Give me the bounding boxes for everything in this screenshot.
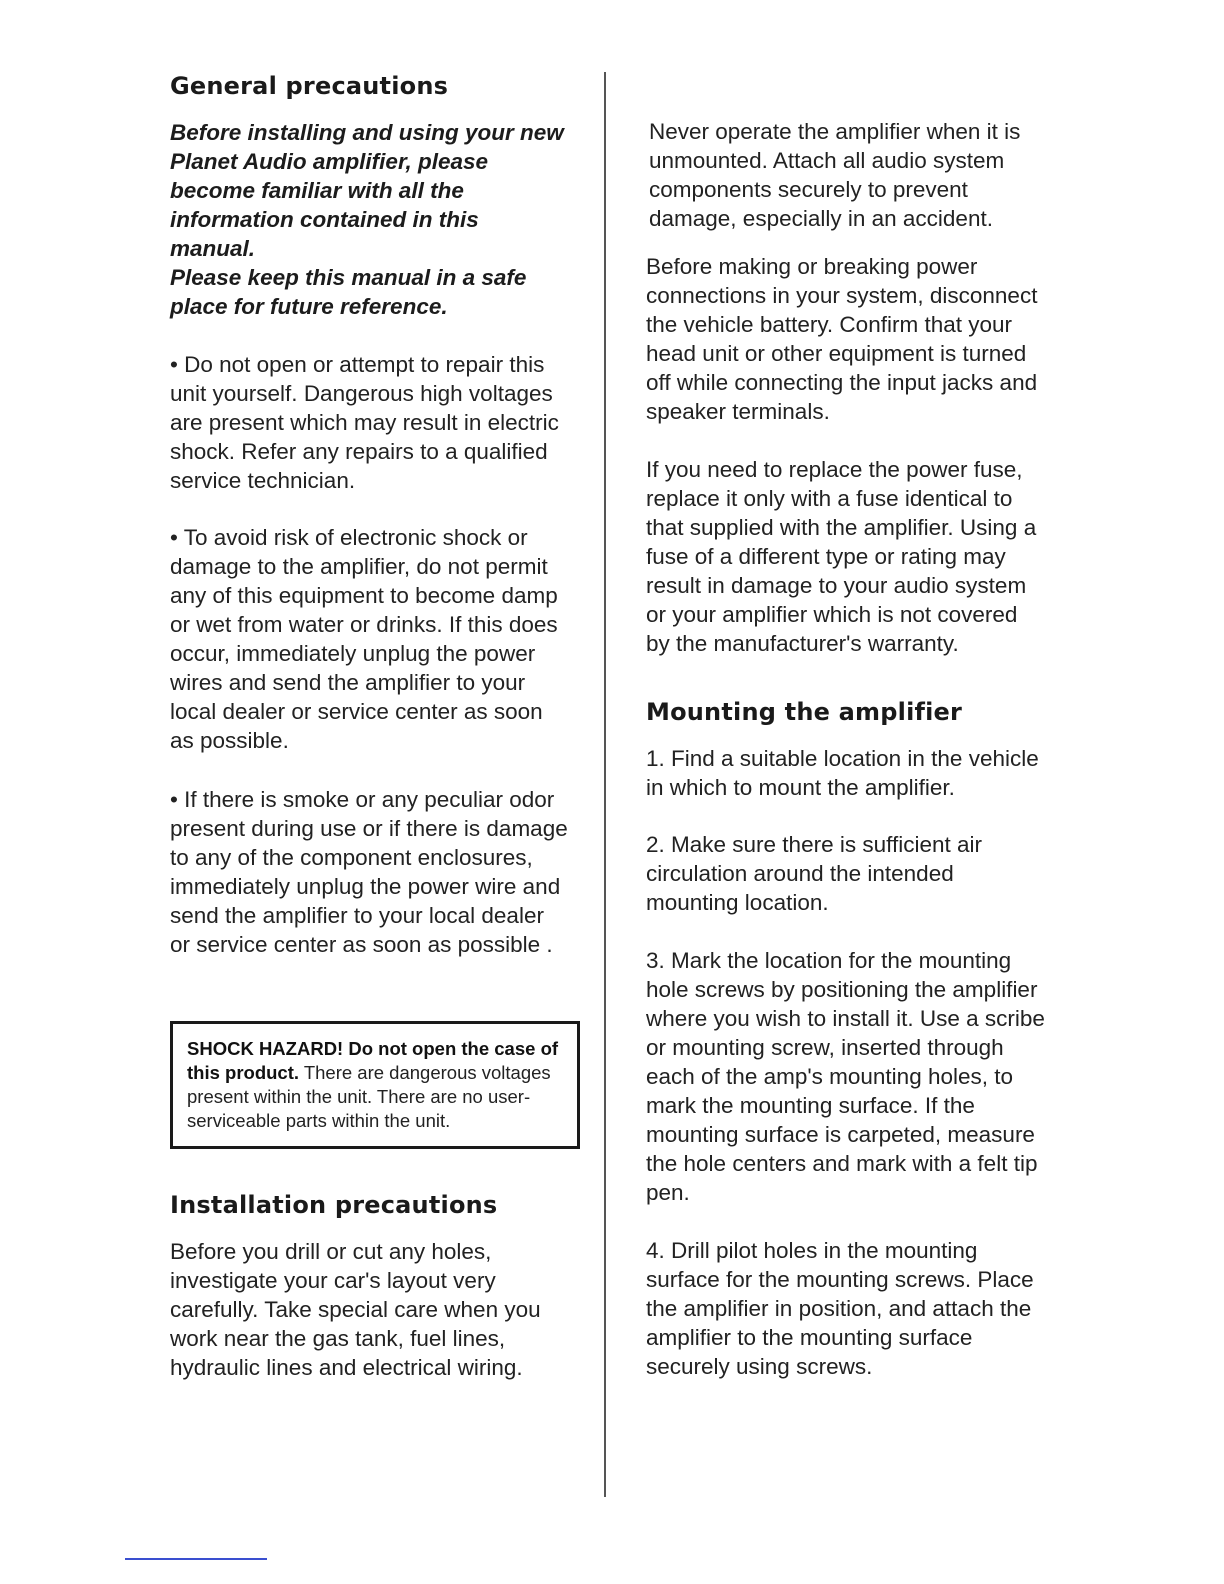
never-operate-unmounted: Never operate the amplifier when it is unmounted. Attach all audio system components securely to prevent damage, especially in an accident.: [649, 119, 1021, 231]
footer-link-underline: [125, 1558, 267, 1560]
intro-paragraph: Before installing and using your new Planet Audio amplifier, please become familiar with all the information contained in this manual.: [170, 120, 564, 261]
keep-manual-note: Please keep this manual in a safe place for future reference.: [170, 265, 527, 319]
mounting-amplifier-heading: Mounting the amplifier: [646, 698, 963, 726]
installation-text: Before you drill or cut any holes, investigate your car's layout very carefully. Take special care when you work near the gas tank, fuel lines, hydraulic lines and electrical wiring.: [170, 1239, 541, 1380]
bullet-do-not-open: • Do not open or attempt to repair this unit yourself. Dangerous high voltages are present which may result in electric shock. Refer any repairs to a qualified service technician.: [170, 352, 559, 493]
mounting-step-4: 4. Drill pilot holes in the mounting surface for the mounting screws. Place the amplifier in position, and attach the amplifier to the mounting surface securely using screws.: [646, 1238, 1034, 1379]
hazard-warning-text: There are dangerous voltages present within the unit. There are no user-serviceable parts within the unit.: [187, 1062, 551, 1131]
shock-hazard-box: [170, 1021, 580, 1149]
power-connections-note: Before making or breaking power connections in your system, disconnect the vehicle battery. Confirm that your head unit or other equipment is turned off while connecting the input jacks and speaker terminals.: [646, 254, 1038, 424]
installation-precautions-heading: Installation precautions: [170, 1191, 498, 1219]
mounting-step-2: 2. Make sure there is sufficient air circulation around the intended mounting location.: [646, 832, 982, 915]
bullet-avoid-shock: • To avoid risk of electronic shock or damage to the amplifier, do not permit any of this equipment to become damp or wet from water or drinks. If this does occur, immediately unplug the power wires and send the amplifier to your local dealer or service center as soon as possible.: [170, 525, 558, 753]
column-divider: [604, 72, 606, 1497]
mounting-step-3: 3. Mark the location for the mounting hole screws by positioning the amplifier where you wish to install it. Use a scribe or mounting screw, inserted through each of the amp's mounting holes, to mark the mounting surface. If the mounting surface is carpeted, measure the hole centers and mark with a felt tip pen.: [646, 948, 1045, 1205]
replace-fuse-note: If you need to replace the power fuse, replace it only with a fuse identical to that supplied with the amplifier. Using a fuse of a different type or rating may result in damage to your audio system or your amplifier which is not covered by the manufacturer's warranty.: [646, 457, 1037, 656]
bullet-smoke-odor: • If there is smoke or any peculiar odor present during use or if there is damage to any of the component enclosures, immediately unplug the power wire and send the amplifier to your local dealer or service center as soon as possible .: [170, 787, 568, 957]
mounting-step-1: 1. Find a suitable location in the vehicle in which to mount the amplifier.: [646, 746, 1039, 800]
hazard-warning-title: SHOCK HAZARD! Do not open the case of this product.: [187, 1038, 559, 1083]
general-precautions-heading: General precautions: [170, 72, 449, 100]
